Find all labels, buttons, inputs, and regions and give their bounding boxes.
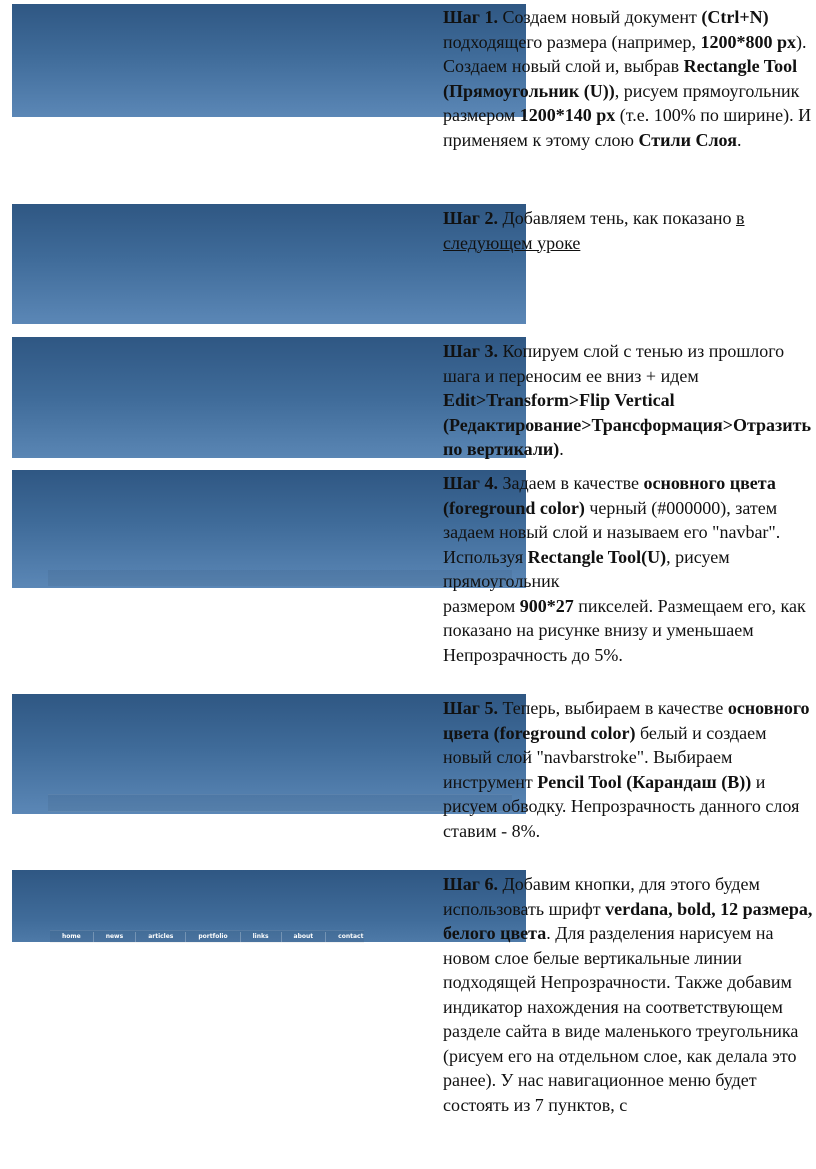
- nav-button-news[interactable]: news: [94, 932, 136, 942]
- step-6-text: Шаг 6. Добавим кнопки, для этого будем использовать шрифт verdana, bold, 12 размера, белого цвета. Для разделения нарисуем на новом слое белые вертикальные линии подходящей Непрозрачности. Также добавим индикатор нахождения на соответствующем разделе сайта в виде маленького треугольника (рисуем его на отдельном слое, как делала это ранее). У нас навигационное меню будет состоять из 7 пунктов, с: [443, 874, 813, 1115]
- step-label: Шаг 1.: [443, 7, 498, 27]
- step-label: Шаг 4.: [443, 473, 498, 493]
- step-3-text: Шаг 3. Копируем слой с тенью из прошлого шага и переносим ее вниз + идем Edit>Transform>Flip Vertical (Редактирование>Трансформация>Отразить по вертикали).: [443, 341, 812, 459]
- step-label: Шаг 6.: [443, 874, 498, 894]
- step-label: Шаг 3.: [443, 341, 498, 361]
- step-1-text: Шаг 1. Создаем новый документ (Ctrl+N) подходящего размера (например, 1200*800 px). Создаем новый слой и, выбрав Rectangle Tool (Прямоугольник (U)), рисуем прямоугольник размером 1200*140 px (т.е. 100% по ширине). И применяем к этому слою Стили Слоя.: [443, 7, 812, 150]
- step-2-text: Шаг 2. Добавляем тень, как показано в следующем уроке: [443, 208, 745, 253]
- nav-button-links[interactable]: links: [241, 932, 282, 942]
- step-label: Шаг 2.: [443, 208, 498, 228]
- navbar-buttons: [50, 930, 364, 943]
- step-4-text: Шаг 4. Задаем в качестве основного цвета (foreground color) черный (#000000), затем задаем новый слой и называем его "navbar". Используя Rectangle Tool(U), рисуем прямоугольник размером 900*27 пикселей. Размещаем его, как показано на рисунке внизу и уменьшаем Непрозрачность до 5%.: [443, 473, 806, 665]
- step-5-text: Шаг 5. Теперь, выбираем в качестве основного цвета (foreground color) белый и создаем новый слой "navbarstroke". Выбираем инструмент Pencil Tool (Карандаш (B)) и рисуем обводку. Непрозрачность данного слоя ставим - 8%.: [443, 698, 810, 841]
- next-lesson-link[interactable]: в следующем уроке: [443, 208, 745, 253]
- nav-button-articles[interactable]: articles: [136, 932, 186, 942]
- nav-button-home[interactable]: home: [50, 932, 94, 942]
- step-label: Шаг 5.: [443, 698, 498, 718]
- nav-button-portfolio[interactable]: portfolio: [186, 932, 240, 942]
- nav-button-about[interactable]: about: [282, 932, 327, 942]
- nav-button-contact[interactable]: contact: [338, 933, 364, 940]
